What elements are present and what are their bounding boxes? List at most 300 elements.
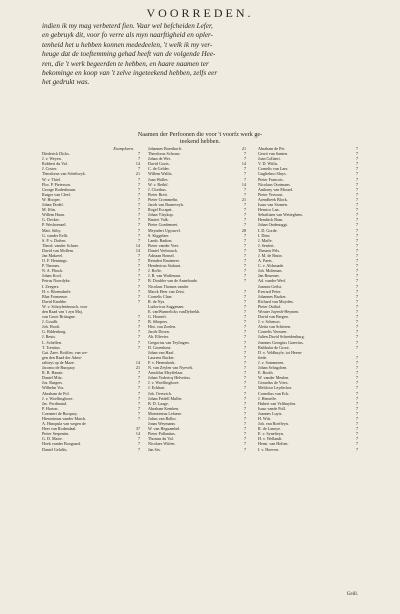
copy-count: 7 xyxy=(243,390,246,396)
subscriber-name: Cornelis van Laer. xyxy=(258,166,289,172)
copy-count: 14 xyxy=(135,359,140,365)
copy-count: 21 xyxy=(135,171,140,177)
subscriber-name: Rutger van Cleef. xyxy=(42,191,71,197)
subscriber-name: Rogel Escapet. xyxy=(148,207,173,213)
copy-count: 7 xyxy=(355,441,358,447)
subscriber-name: Flor. P. Pieterson. xyxy=(42,181,71,187)
copy-count: 7 xyxy=(243,359,246,365)
copy-count: 7 xyxy=(355,288,358,294)
copy-count: 7 xyxy=(355,146,358,151)
copy-count: 7 xyxy=(355,166,358,172)
text-line: tenheid het u hebben konnen mededeelen, 't welk ik my ver- xyxy=(42,40,213,49)
subscriber-name: Johan van Haaf. xyxy=(148,349,175,355)
copy-count: 7 xyxy=(137,278,140,284)
subscriber-name: Pieter Francois. xyxy=(258,176,284,182)
subscriber-name: Ludovicus Suggenaer. xyxy=(148,303,185,309)
copy-count: 7 xyxy=(355,268,358,274)
subscriber-name: Meyndert Upyawel. xyxy=(148,227,181,233)
copy-count: 7 xyxy=(355,151,358,157)
subscriber-name: Petrus Noordyke. xyxy=(42,278,71,284)
copy-count: 7 xyxy=(137,181,140,187)
copy-count: 7 xyxy=(355,293,358,299)
subscriber-name: Melchior Leydecker. xyxy=(258,385,293,391)
subscriber-name: I. Dien. xyxy=(258,232,271,238)
copy-count: 7 xyxy=(355,410,358,416)
copy-count: 7 xyxy=(137,319,140,325)
subscriber-name: G. vander Eefft. xyxy=(42,232,69,238)
subscriber-name: Adriaan Bonsel. xyxy=(148,252,175,258)
subscriber-name: V. D. Wiilis. xyxy=(258,161,279,167)
subscriber-name: Wilhelm Vos. xyxy=(42,385,65,391)
subscriber-name: Pieter Serpentin. xyxy=(42,431,70,437)
copy-count: 7 xyxy=(243,202,246,208)
subscriber-name: Willem Haan. xyxy=(42,212,65,218)
subscriber-name: Joannes Georgius Graevius. xyxy=(258,339,304,345)
subscriber-name: L. Schelfen. xyxy=(42,339,62,345)
subscriber-name: R. de Nys. xyxy=(148,298,166,304)
copy-count: 7 xyxy=(243,380,246,386)
copy-count: 7 xyxy=(137,237,140,243)
copy-count: 7 xyxy=(137,288,140,294)
subscriber-name: Johannes Backer. xyxy=(258,293,287,299)
subscriber-name: J. Cloribus. xyxy=(148,186,167,192)
copy-count: 7 xyxy=(355,359,358,365)
copy-count: 7 xyxy=(243,166,246,172)
subscriber-name: Lamb. Badion. xyxy=(148,237,173,243)
subscriber-name: P. Timmes. xyxy=(42,263,61,269)
copy-count: 7 xyxy=(137,202,140,208)
subscriber-name: C. de Gelder. xyxy=(148,166,170,172)
subscriber-name: Pieter Crommelin. xyxy=(148,196,179,202)
subscriber-name: Hieronimus vander Marck. xyxy=(42,415,87,421)
copy-count: 7 xyxy=(243,329,246,335)
subscriber-name: W. v. Rethif. xyxy=(148,181,169,187)
copy-count: 7 xyxy=(137,166,140,172)
subscriber-name: N. van Zeylen van Nyevelt. xyxy=(148,365,194,371)
subscriber-name: Pieter Breit. xyxy=(148,191,168,197)
subscriber-name: Theodorus Schouw. xyxy=(148,151,181,157)
copy-count: 7 xyxy=(355,181,358,187)
copy-count: 7 xyxy=(137,410,140,416)
copy-count: 7 xyxy=(355,431,358,437)
copy-count: 7 xyxy=(137,176,140,182)
copy-count: 7 xyxy=(355,217,358,223)
subscriber-name: S. Kiggelaer. xyxy=(148,232,170,238)
subscriber-name: Johan Fridell Muller. xyxy=(148,395,183,401)
copy-count: 7 xyxy=(137,263,140,269)
subscriber-name: J. Roffe. xyxy=(148,268,162,274)
text-line: en gebruyk dit, voor fo verre als myn naarftigheid en opler- xyxy=(42,31,214,40)
subscriber-name: Matt. Stiby. xyxy=(42,227,62,233)
subscriber-entry xyxy=(42,447,140,452)
subscriber-name: J. v. Woelfinghove. xyxy=(42,395,74,401)
copy-count: 7 xyxy=(243,375,246,381)
copy-count: 14 xyxy=(135,161,140,167)
preface-paragraph xyxy=(42,22,358,88)
copy-count: 7 xyxy=(243,415,246,421)
subscriber-name: Hist. van Zoelen. xyxy=(148,324,177,330)
subscriber-name: Julius van Bolbo. xyxy=(148,415,177,421)
copy-count: 7 xyxy=(355,278,358,284)
title-line: teekend hebben. xyxy=(179,138,221,146)
copy-count: 7 xyxy=(243,426,246,432)
subscriber-name: David van Bergen. xyxy=(258,314,289,320)
subscriber-name: R. de Lanoye. xyxy=(258,426,281,432)
subscriber-name: ftede. xyxy=(258,354,268,360)
copy-count: 7 xyxy=(355,283,358,289)
subscriber-name: raliteyt op de Maze. xyxy=(42,359,75,365)
subscriber-name: Jan Makreel. xyxy=(42,252,64,258)
copy-count: 7 xyxy=(243,385,246,391)
copy-count: 7 xyxy=(355,212,358,218)
subscriber-name: G. Bildenborg. xyxy=(42,329,67,335)
subscriber-name: Daniel Mitz. xyxy=(42,375,63,381)
copy-count: 7 xyxy=(137,344,140,350)
subscriber-name: Johan Vodericq Helvetius. xyxy=(148,375,191,381)
copy-count: 7 xyxy=(243,263,246,269)
copy-count: 7 xyxy=(355,314,358,320)
copy-count: 7 xyxy=(355,242,358,248)
subscriber-name: J. v. Sommeren. xyxy=(258,359,285,365)
subscriber-name: Reindert Rautmeer. xyxy=(148,258,180,264)
copy-count: 7 xyxy=(137,298,140,304)
copy-count: 14 xyxy=(241,161,246,167)
copy-count: 7 xyxy=(355,227,358,233)
subscriber-name: Blaz Formenoe. xyxy=(42,293,69,299)
copy-count: 7 xyxy=(137,151,140,157)
subscriber-name: Nicolaas Thomas vander xyxy=(148,283,189,289)
subscriber-name: Joan Walles. xyxy=(148,176,169,182)
subscriber-name: P. Weshoenzel. xyxy=(42,222,67,228)
copy-count: 7 xyxy=(355,191,358,197)
subscriber-name: Pieter Goedemeet. xyxy=(148,222,179,228)
subscriber-name: Joannis Geilst. xyxy=(258,283,283,289)
subscriber-name: J. Goudlt. xyxy=(42,319,59,325)
subscriber-name: E. vanWarmelicks vanDybrekh. xyxy=(148,309,201,314)
copy-count: 7 xyxy=(243,268,246,274)
subscriber-name: Joan Collaert. xyxy=(258,156,281,162)
subscriber-name: Arendbeek Block. xyxy=(258,196,288,202)
subscriber-name: Jan Beurmer. xyxy=(258,273,280,279)
subscriber-name: Marck Heer van Zeist. xyxy=(148,288,185,294)
copy-count: 7 xyxy=(243,207,246,213)
copy-count: 7 xyxy=(137,156,140,162)
subscriber-name: Gerardus de Vries. xyxy=(258,380,289,386)
subscriber-name: Joh. Hooft. xyxy=(42,324,61,330)
subscriber-name: Joh. Moleman. xyxy=(258,268,283,274)
copy-count: 7 xyxy=(243,344,246,350)
copy-count: 7 xyxy=(243,222,246,228)
copy-count: 7 xyxy=(137,380,140,386)
page-title: VOORREDEN. xyxy=(146,6,254,20)
copy-count: 7 xyxy=(355,344,358,350)
subscriber-name: W. van Heguambel. xyxy=(148,426,181,432)
subscriber-name: Daniel Gelaffu. xyxy=(42,446,68,452)
subscriber-name: Pieter Verwout. xyxy=(258,191,284,197)
subscriber-name: Heer van Rodendaal. xyxy=(42,426,77,432)
subscriber-name: W. v. Schoylenbrouch, voor xyxy=(42,303,88,309)
copy-count: 7 xyxy=(355,232,358,238)
copy-count: 7 xyxy=(355,298,358,304)
subscriber-name: L D. Gorde. xyxy=(258,227,278,233)
column-heading: Exemplaren. xyxy=(113,146,134,151)
subscriber-name: J. Senfert. xyxy=(258,242,275,248)
subscriber-name: J. B. van Waffenaar. xyxy=(148,273,181,279)
copy-count: 7 xyxy=(243,298,246,304)
copy-count: 7 xyxy=(137,293,140,299)
copy-count: 14 xyxy=(135,247,140,253)
subscriber-name: J. Hemeffe. xyxy=(258,395,277,401)
copy-count: 21 xyxy=(241,146,246,151)
subscriber-name: J. v. Weyen. xyxy=(42,156,62,162)
copy-count: 7 xyxy=(243,258,246,264)
subscriber-name: W. vander Meulen. xyxy=(258,375,290,381)
subscriber-name: I. v. Hoeven. xyxy=(258,446,279,452)
copy-count: 7 xyxy=(137,191,140,197)
subscriber-name: Pieter Outhof. xyxy=(258,303,282,309)
subscriber-name: Julien David Schreidenburg. xyxy=(258,334,305,340)
subscriber-name: Sebaftiaen van Wetteghem. xyxy=(258,212,303,218)
copy-count: 7 xyxy=(355,421,358,427)
subscriber-name: S. P. v. Doften. xyxy=(42,237,67,243)
copy-count: 7 xyxy=(137,324,140,330)
copy-count: 7 xyxy=(137,232,140,238)
copy-count: 7 xyxy=(137,283,140,289)
subscriber-name: den Raad van 't zyn Maj. xyxy=(42,309,83,314)
copy-count: 7 xyxy=(243,212,246,218)
copy-count: 7 xyxy=(243,365,246,371)
copy-count: 7 xyxy=(137,375,140,381)
copy-count: 7 xyxy=(355,436,358,442)
subscriber-name: David Gozis. xyxy=(148,161,170,167)
catchword: Geill. xyxy=(346,592,358,597)
subscriber-name: O. F. Hennings. xyxy=(42,258,68,264)
copy-count: 7 xyxy=(355,395,358,401)
subscriber-column-2 xyxy=(148,146,246,452)
subscriber-name: E. v. Synefteyn. xyxy=(258,431,284,437)
copy-count: 7 xyxy=(137,385,140,391)
subscriber-name: B. Sibopers. xyxy=(148,319,169,325)
subscriber-name: Thomas du Val. xyxy=(148,436,174,442)
subscriber-name: Theod. vander Schuer. xyxy=(42,242,79,248)
copy-count: 7 xyxy=(355,247,358,253)
copy-count: 7 xyxy=(355,365,358,371)
copy-count: 7 xyxy=(137,390,140,396)
copy-count: 7 xyxy=(243,410,246,416)
subscriber-name: Theunis Pels. xyxy=(258,247,281,253)
subscriber-name: Nicolaes Witfen. xyxy=(148,441,176,447)
copy-count: 7 xyxy=(355,324,358,330)
copy-count: 7 xyxy=(243,237,246,243)
copy-count: 7 xyxy=(243,278,246,284)
copy-count: 7 xyxy=(355,329,358,335)
copy-count: 7 xyxy=(243,252,246,258)
copy-count: 7 xyxy=(137,273,140,279)
copy-count: 7 xyxy=(355,319,358,325)
copy-count: 7 xyxy=(243,176,246,182)
copy-count: 7 xyxy=(137,334,140,340)
copy-count: 7 xyxy=(243,431,246,437)
copy-count: 7 xyxy=(243,247,246,253)
subscriber-entry xyxy=(258,447,358,452)
subscriber-name: Henrico Lan. xyxy=(258,207,280,213)
subscriber-name: Hendrick Bom. xyxy=(258,217,284,223)
subscriber-name: B. D. Laage. xyxy=(148,400,169,406)
copy-count: 7 xyxy=(243,171,246,177)
subscriber-name: van Groot Brittagne. xyxy=(42,314,76,320)
copy-count: 7 xyxy=(355,176,358,182)
subscriber-name: Johan Ondenoggt. xyxy=(258,222,288,228)
copy-count: 7 xyxy=(243,191,246,197)
copy-count: 7 xyxy=(355,303,358,309)
subscriber-name: Bastiet Valk. xyxy=(148,217,169,223)
copy-count: 7 xyxy=(355,263,358,269)
copy-count: 7 xyxy=(243,309,246,314)
copy-count: 7 xyxy=(243,288,246,294)
copy-count: 7 xyxy=(137,268,140,274)
copy-count: 14 xyxy=(135,431,140,437)
subscriber-name: Guglielmo Sluys. xyxy=(258,171,287,177)
copy-count: 7 xyxy=(137,436,140,442)
copy-count: 7 xyxy=(243,186,246,192)
subscriber-name: Wouter Juyenft-Heymen. xyxy=(258,309,300,314)
subscriber-list-title xyxy=(42,131,358,146)
copy-count: 7 xyxy=(137,258,140,264)
subscriber-name: Jacob van Barneveyk. xyxy=(148,202,185,208)
copy-count: 7 xyxy=(243,293,246,299)
subscriber-name: Hubert van Velthuyfen. xyxy=(258,400,297,406)
copy-count: 7 xyxy=(137,207,140,213)
subscriber-name: Pieter vander Veer. xyxy=(148,242,179,248)
copy-count: 7 xyxy=(355,405,358,411)
copy-count: 7 xyxy=(137,405,140,411)
copy-count: 7 xyxy=(243,436,246,442)
subscriber-name: J. M. de Bruin. xyxy=(258,252,283,258)
subscriber-name: G. Decker. xyxy=(42,217,60,223)
copy-count: 7 xyxy=(243,319,246,325)
subscriber-column-1 xyxy=(42,146,140,452)
text-line: ren, die 't werk begeerden te hebben, en haare naamen ter xyxy=(42,59,209,68)
subscriber-name: Theodorus van Scheltwyk. xyxy=(42,171,86,177)
subscriber-name: Jos. Rutgers. xyxy=(42,380,64,386)
subscriber-name: Johan Kool. xyxy=(42,273,62,279)
subscriber-name: Joh. Overzich. xyxy=(148,390,172,396)
copy-count: 7 xyxy=(355,207,358,213)
subscriber-name: Hendericus Stalaart. xyxy=(148,263,182,269)
text-line: heuge dat de toeftemming gehad heeft van de volgende Hee- xyxy=(42,50,216,59)
copy-count: 7 xyxy=(243,354,246,360)
text-line: bekominge en koop van 't zelve ingeteekend hebben, zelfs eer xyxy=(42,69,218,78)
subscriber-name: Ad. vander Werf. xyxy=(258,278,287,284)
copy-count: 7 xyxy=(355,339,358,345)
copy-count: 7 xyxy=(355,446,358,452)
copy-count: 7 xyxy=(355,400,358,406)
subscriber-name: Laurens Backer. xyxy=(148,354,175,360)
copy-count: 14 xyxy=(241,181,246,187)
subscriber-name: J. Beuts. xyxy=(42,334,56,340)
subscriber-name: Pieter Pallantius. xyxy=(148,431,176,437)
subscriber-name: Moententus Lefaese. xyxy=(148,410,183,416)
subscriber-name: Jacomo de Burquoy. xyxy=(42,365,76,371)
subscriber-name: G. D. Maire. xyxy=(42,436,63,442)
title-line: Naamen der Perfoonen die voor 't voorfz werk ge- xyxy=(137,131,263,138)
copy-count: 21 xyxy=(135,365,140,371)
text-line: indien ik my mag verbeterd fien. Vaar wel befcheiden Lefer, xyxy=(42,22,213,30)
subscriber-name: Richard van Muyden. xyxy=(258,298,294,304)
copy-count: 7 xyxy=(355,415,358,421)
copy-count: 7 xyxy=(137,217,140,223)
subscriber-name: Jan Six. xyxy=(148,446,161,452)
subscriber-entry xyxy=(148,447,246,452)
copy-count: 7 xyxy=(243,395,246,401)
copy-count: 7 xyxy=(137,227,140,233)
subscriber-name: P. Horton. xyxy=(42,405,59,411)
subscriber-name: T. Trenitus. xyxy=(42,344,61,350)
copy-count: 7 xyxy=(137,395,140,401)
subscriber-name: David van Mollem. xyxy=(42,247,74,253)
copy-count: 7 xyxy=(243,339,246,345)
subscriber-name: F. v. Heemsberk. xyxy=(148,359,176,365)
subscriber-name: R. B. Hanair. xyxy=(42,370,64,376)
subscriber-name: H. v. Wellandt. xyxy=(258,436,283,442)
copy-count: 7 xyxy=(355,390,358,396)
copy-count: 7 xyxy=(355,252,358,258)
subscriber-name: George Rodenbourn. xyxy=(42,186,77,192)
copy-count: 7 xyxy=(243,441,246,447)
copy-count: 7 xyxy=(243,421,246,427)
subscriber-name: Nicolaus Oortmans. xyxy=(258,181,291,187)
subscriber-name: E. Booth. xyxy=(258,370,274,376)
copy-count: 7 xyxy=(355,334,358,340)
copy-count: 7 xyxy=(243,273,246,279)
copy-count: 7 xyxy=(137,446,140,452)
copy-count: 7 xyxy=(355,171,358,177)
subscriber-name: Cornelis Claer. xyxy=(148,293,173,299)
copy-count: 28 xyxy=(241,227,246,233)
subscriber-name: Gerrit van Santen. xyxy=(258,151,288,157)
subscriber-name: Isaac van Stomen. xyxy=(258,202,288,208)
subscriber-name: Cornelius van Eck. xyxy=(258,390,290,396)
subscriber-name: J. v. Woelfinghove. xyxy=(148,380,180,386)
copy-count: 7 xyxy=(243,151,246,157)
subscriber-name: Abraham Kemben. xyxy=(148,405,180,411)
subscriber-name: B. Doubler van de Anneloude. xyxy=(148,278,198,284)
copy-count: 7 xyxy=(243,405,246,411)
subscriber-name: D. v. Veldhuyfe, tot Heem- xyxy=(258,349,303,355)
subscriber-name: W. Hooper. xyxy=(42,196,61,202)
copy-count: 7 xyxy=(355,186,358,192)
copy-count: 7 xyxy=(355,222,358,228)
copy-count: 7 xyxy=(243,232,246,238)
copy-count: 7 xyxy=(355,258,358,264)
subscriber-name: Gregorius van Teylingen. xyxy=(148,339,190,345)
copy-count: 7 xyxy=(137,415,140,421)
subscriber-name: Willem Wallis. xyxy=(148,171,173,177)
copy-count: 7 xyxy=(137,370,140,376)
copy-count: 7 xyxy=(243,370,246,376)
subscriber-name: J. Coster. xyxy=(42,166,58,172)
subscriber-name: Cornelis Vermeer. xyxy=(258,329,288,335)
subscriber-name: Robbert du Val. xyxy=(42,161,68,167)
subscriber-name: I. Zeegers. xyxy=(42,283,60,289)
copy-count: 7 xyxy=(137,314,140,320)
copy-count: 7 xyxy=(243,156,246,162)
copy-count: 7 xyxy=(137,222,140,228)
subscriber-name: David Knobbe. xyxy=(42,298,68,304)
copy-count: 7 xyxy=(137,186,140,192)
copy-count: 7 xyxy=(355,161,358,167)
copy-count: 7 xyxy=(355,380,358,386)
